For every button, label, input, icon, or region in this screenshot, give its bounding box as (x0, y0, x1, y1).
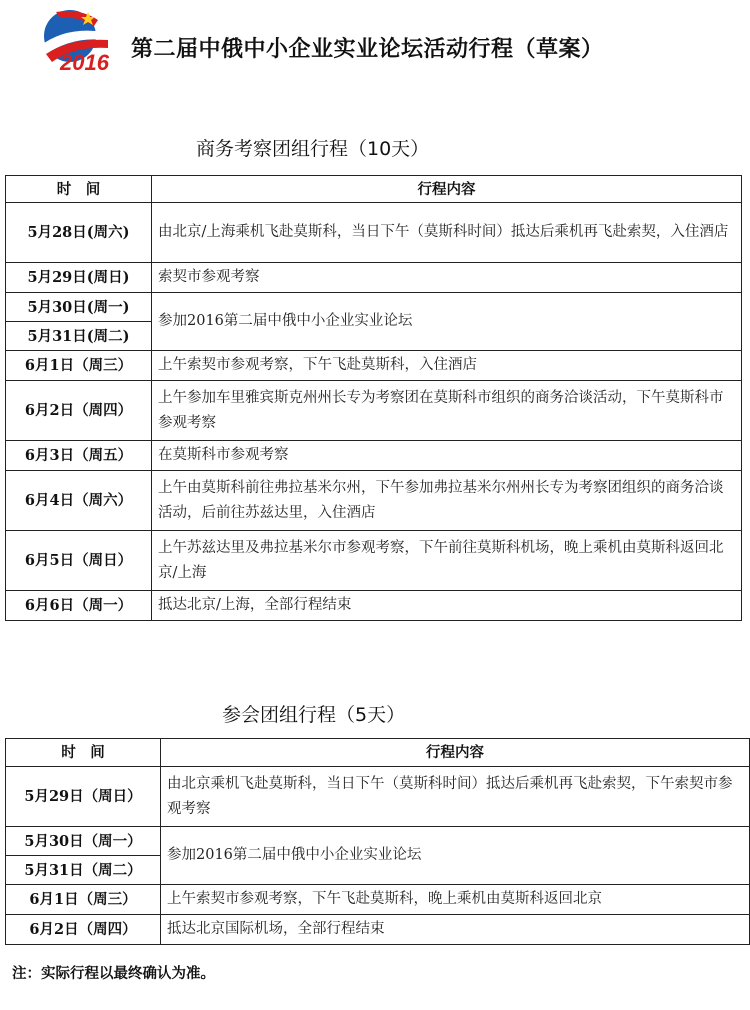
table-row (6, 915, 750, 945)
row-date: 5月29日（周日） (6, 767, 161, 827)
table-row (6, 441, 742, 471)
row-date: 6月6日（周一） (6, 591, 152, 621)
business-itinerary-table (5, 175, 742, 621)
table-row (6, 471, 742, 531)
document-title: 第二届中俄中小企业实业论坛活动行程（草案） (131, 37, 604, 62)
row-desc: 抵达北京国际机场，全部行程结束 (161, 915, 750, 945)
section1-title: 商务考察团组行程（10天） (196, 138, 430, 160)
col-content-header: 行程内容 (161, 739, 750, 767)
row-desc: 参加2016第二届中俄中小企业实业论坛 (152, 293, 742, 351)
row-date: 6月3日（周五） (6, 441, 152, 471)
row-date: 6月1日（周三） (6, 885, 161, 915)
table-header-row (6, 739, 750, 767)
row-desc: 上午索契市参观考察，下午飞赴莫斯科，入住酒店 (152, 351, 742, 381)
row-date: 5月29日(周日) (6, 263, 152, 293)
table-row (6, 293, 742, 322)
row-desc: 在莫斯科市参观考察 (152, 441, 742, 471)
row-date: 5月30日（周一） (6, 827, 161, 856)
table-row (6, 531, 742, 591)
footnote: 注：实际行程以最终确认为准。 (12, 965, 215, 982)
table-row (6, 827, 750, 856)
row-date: 5月31日(周二) (6, 322, 152, 351)
row-date: 6月2日（周四） (6, 915, 161, 945)
row-desc: 上午苏兹达里及弗拉基米尔市参观考察，下午前往莫斯科机场，晚上乘机由莫斯科返回北京/上海 (152, 531, 742, 591)
table-row (6, 885, 750, 915)
row-date: 6月5日（周日） (6, 531, 152, 591)
row-date: 6月1日（周三） (6, 351, 152, 381)
row-desc: 上午由莫斯科前往弗拉基米尔州，下午参加弗拉基米尔州州长专为考察团组织的商务洽谈活动，后前往苏兹达里，入住酒店 (152, 471, 742, 531)
row-date: 5月28日(周六) (6, 203, 152, 263)
row-date: 6月2日（周四） (6, 381, 152, 441)
table-row (6, 263, 742, 293)
row-desc: 参加2016第二届中俄中小企业实业论坛 (161, 827, 750, 885)
col-time-header: 时 间 (6, 176, 152, 203)
row-desc: 由北京/上海乘机飞赴莫斯科，当日下午（莫斯科时间）抵达后乘机再飞赴索契，入住酒店 (152, 203, 742, 263)
row-desc: 上午索契市参观考察，下午飞赴莫斯科，晚上乘机由莫斯科返回北京 (161, 885, 750, 915)
row-date: 5月30日(周一) (6, 293, 152, 322)
conference-itinerary-table (5, 738, 750, 945)
col-time-header: 时 间 (6, 739, 161, 767)
row-date: 5月31日（周二） (6, 856, 161, 885)
row-desc: 索契市参观考察 (152, 263, 742, 293)
table-row (6, 203, 742, 263)
table-row (6, 591, 742, 621)
row-date: 6月4日（周六） (6, 471, 152, 531)
row-desc: 由北京乘机飞赴莫斯科，当日下午（莫斯科时间）抵达后乘机再飞赴索契，下午索契市参观考察 (161, 767, 750, 827)
table-header-row (6, 176, 742, 203)
col-content-header: 行程内容 (152, 176, 742, 203)
document-header (26, 6, 746, 76)
table-row (6, 381, 742, 441)
forum-logo (26, 6, 126, 74)
section2-title: 参会团组行程（5天） (222, 704, 406, 726)
svg-text:2016: 2016 (60, 50, 109, 74)
table-row (6, 351, 742, 381)
globe-flag-logo-icon (26, 6, 126, 74)
row-desc: 抵达北京/上海，全部行程结束 (152, 591, 742, 621)
row-desc: 上午参加车里雅宾斯克州州长专为考察团在莫斯科市组织的商务洽谈活动，下午莫斯科市参观考察 (152, 381, 742, 441)
table-row (6, 767, 750, 827)
